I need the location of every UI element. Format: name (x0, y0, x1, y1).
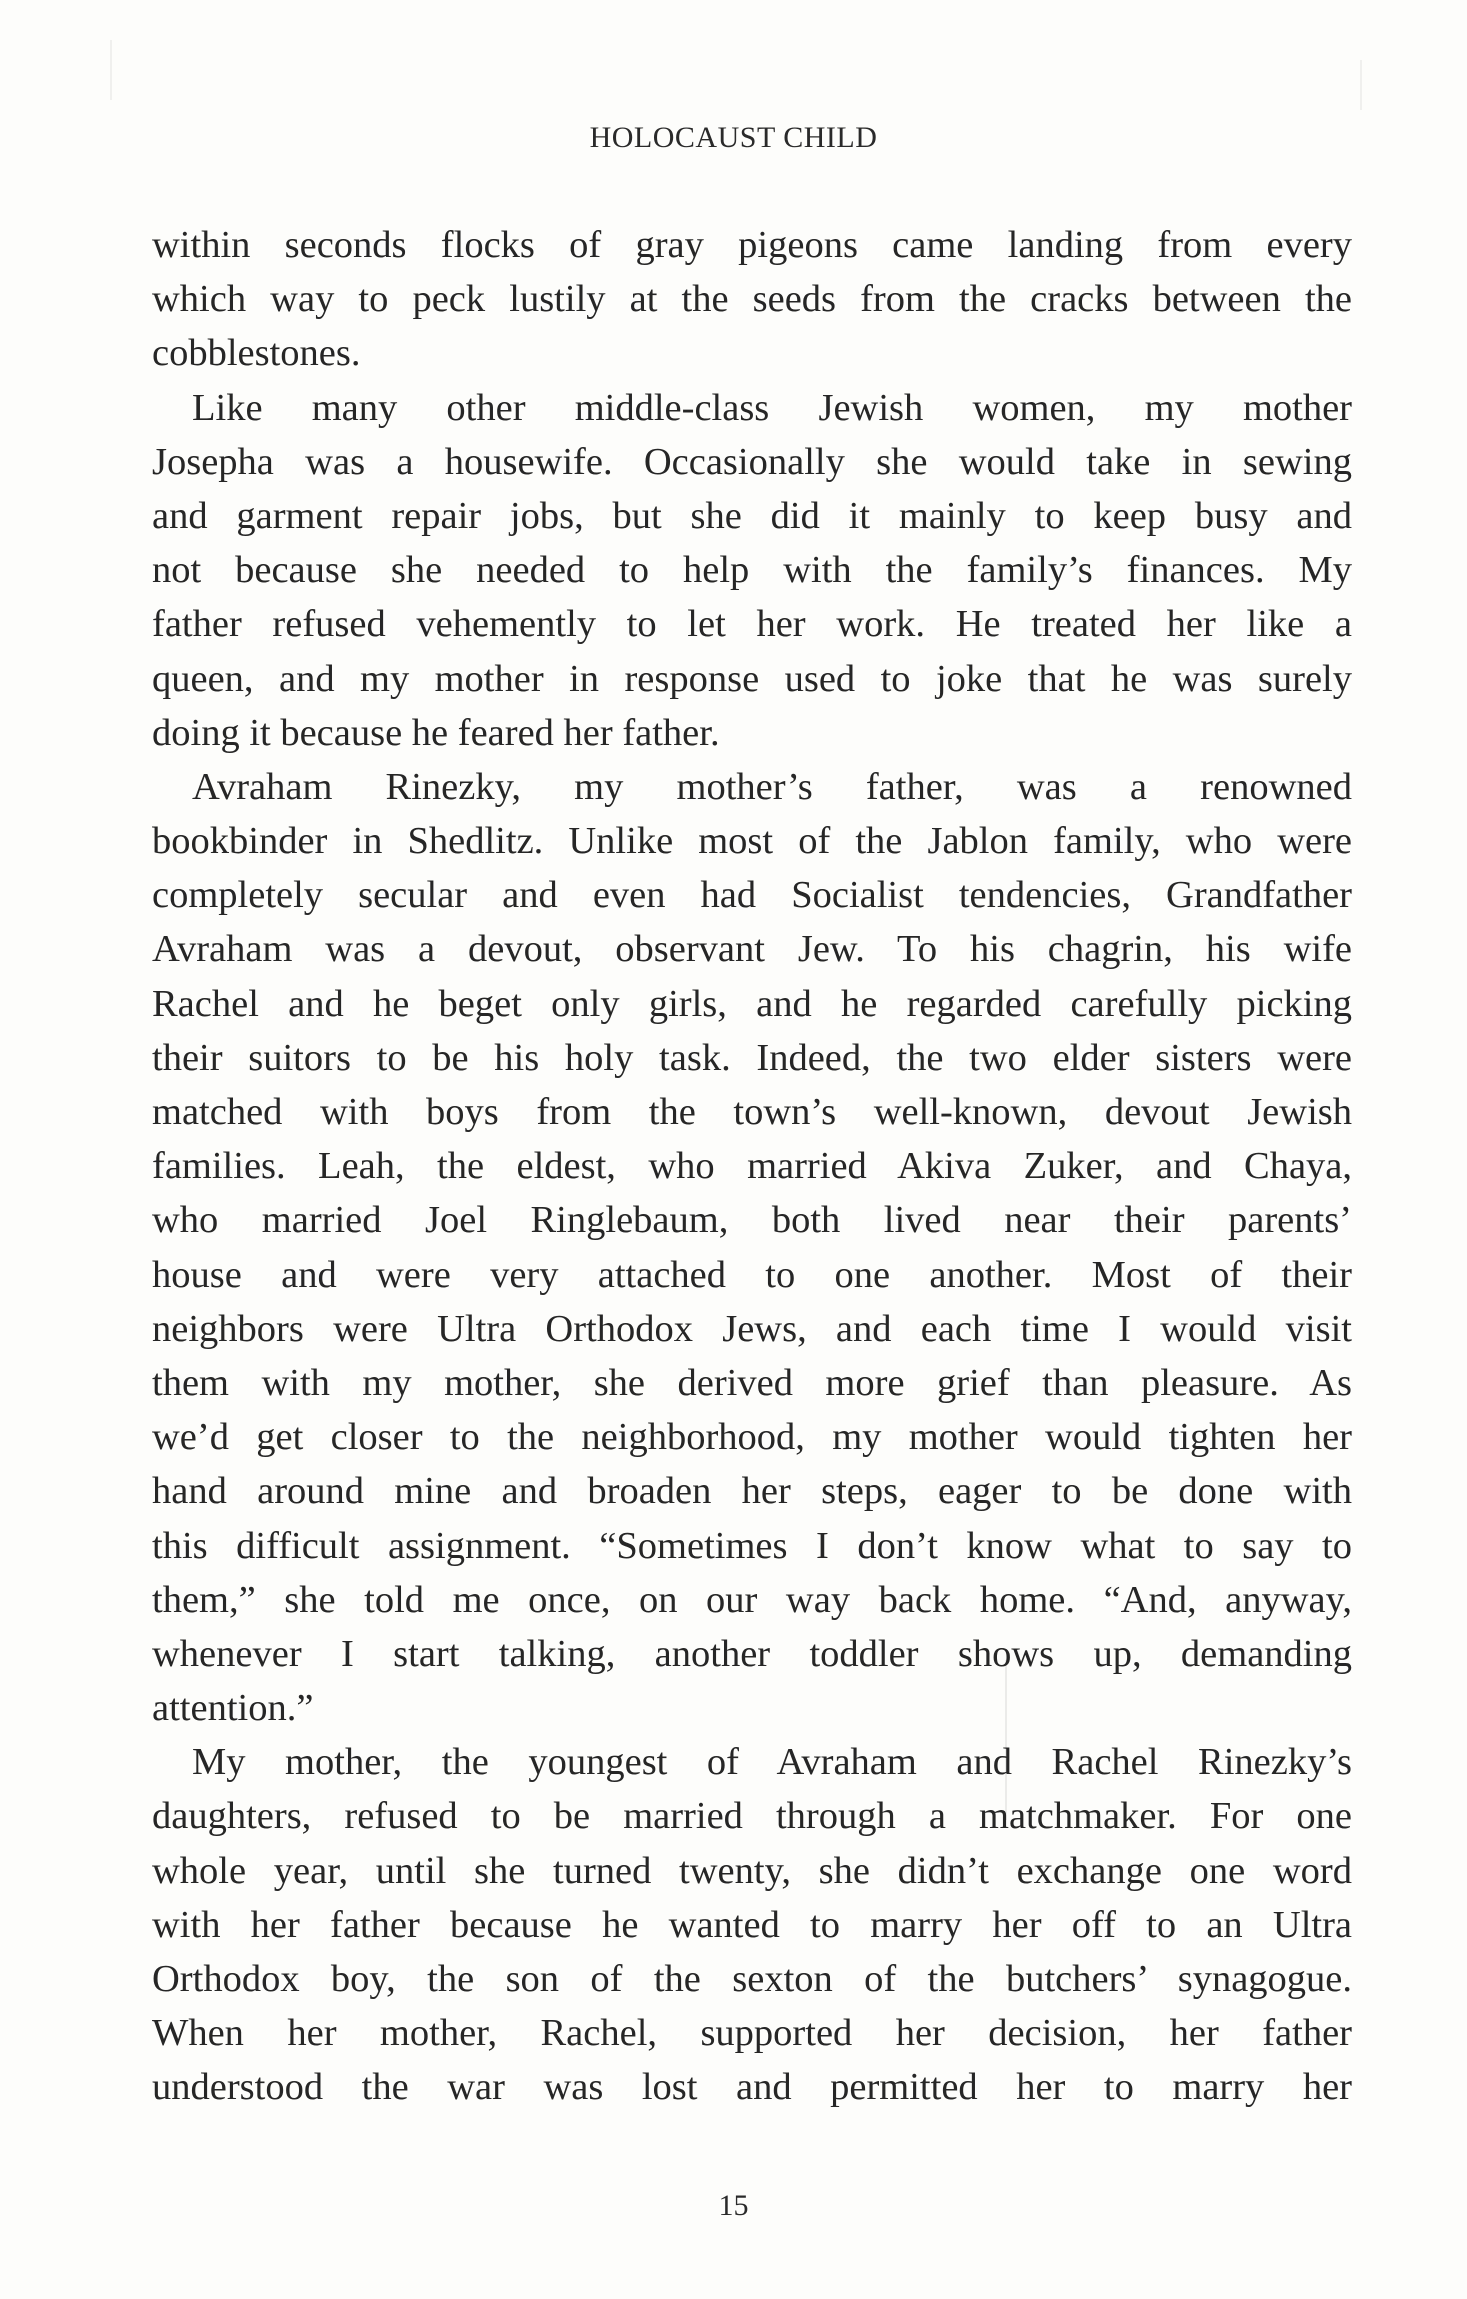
running-head: HOLOCAUST CHILD (589, 121, 878, 154)
text-line: within seconds flocks of gray pigeons came landing from every (152, 224, 1352, 266)
text-line: When her mother, Rachel, supported her decision, her father (152, 2012, 1352, 2055)
text-line: Orthodox boy, the son of the sexton of the butchers’ synagogue. (152, 1958, 1352, 2000)
text-line: Rachel and he beget only girls, and he regarded carefully picking (152, 982, 1352, 1025)
text-line: house and were very attached to one another. Most of their (152, 1253, 1352, 1296)
text-line: hand around mine and broaden her steps, eager to be done with (152, 1470, 1352, 1513)
text-line: Avraham Rinezky, my mother’s father, was a renowned (192, 765, 1352, 808)
text-line: who married Joel Ringlebaum, both lived near their parents’ (152, 1199, 1352, 1242)
text-line: Avraham was a devout, observant Jew. To his chagrin, his wife (152, 928, 1352, 971)
text-line: understood the war was lost and permitted her to marry her (152, 2066, 1352, 2109)
scan-crease (110, 40, 112, 100)
text-line: Josepha was a housewife. Occasionally she would take in sewing (152, 440, 1352, 483)
text-line: whole year, until she turned twenty, she didn’t exchange one word (152, 1849, 1352, 1892)
text-line: families. Leah, the eldest, who married Akiva Zuker, and Chaya, (152, 1145, 1352, 1188)
text-line: attention.” (152, 1687, 314, 1730)
text-line: father refused vehemently to let her work. He treated her like a (152, 603, 1352, 646)
text-line: which way to peck lustily at the seeds from the cracks between the (152, 278, 1352, 321)
text-line: bookbinder in Shedlitz. Unlike most of the Jablon family, who were (152, 820, 1352, 863)
page-number: 15 (718, 2189, 749, 2222)
text-line: not because she needed to help with the family’s finances. My (152, 549, 1352, 592)
text-line: matched with boys from the town’s well-known, devout Jewish (152, 1091, 1352, 1133)
paragraph (152, 381, 1352, 760)
text-line: this difficult assignment. “Sometimes I don’t know what to say to (152, 1524, 1352, 1567)
text-line: Like many other middle-class Jewish women, my mother (192, 386, 1352, 429)
text-line: whenever I start talking, another toddler shows up, demanding (152, 1632, 1352, 1675)
body-text (152, 218, 1352, 2115)
paragraph (152, 1735, 1352, 2114)
paragraph (152, 760, 1352, 1735)
text-line: completely secular and even had Socialist tendencies, Grandfather (152, 874, 1352, 917)
text-line: with her father because he wanted to marry her off to an Ultra (152, 1903, 1352, 1946)
paragraph (152, 218, 1352, 381)
text-line: we’d get closer to the neighborhood, my mother would tighten her (152, 1416, 1352, 1459)
text-line: queen, and my mother in response used to joke that he was surely (152, 657, 1352, 700)
text-line: them,” she told me once, on our way back home. “And, anyway, (152, 1578, 1352, 1621)
text-line: them with my mother, she derived more grief than pleasure. As (152, 1361, 1352, 1404)
scan-crease (1360, 60, 1362, 110)
text-line: doing it because he feared her father. (152, 711, 720, 754)
text-line: cobblestones. (152, 332, 361, 375)
text-line: daughters, refused to be married through a matchmaker. For one (152, 1795, 1352, 1838)
text-line: My mother, the youngest of Avraham and Rachel Rinezky’s (192, 1741, 1352, 1784)
text-line: their suitors to be his holy task. Indeed, the two elder sisters were (152, 1036, 1352, 1079)
text-line: neighbors were Ultra Orthodox Jews, and each time I would visit (152, 1307, 1352, 1350)
text-line: and garment repair jobs, but she did it mainly to keep busy and (152, 494, 1352, 537)
